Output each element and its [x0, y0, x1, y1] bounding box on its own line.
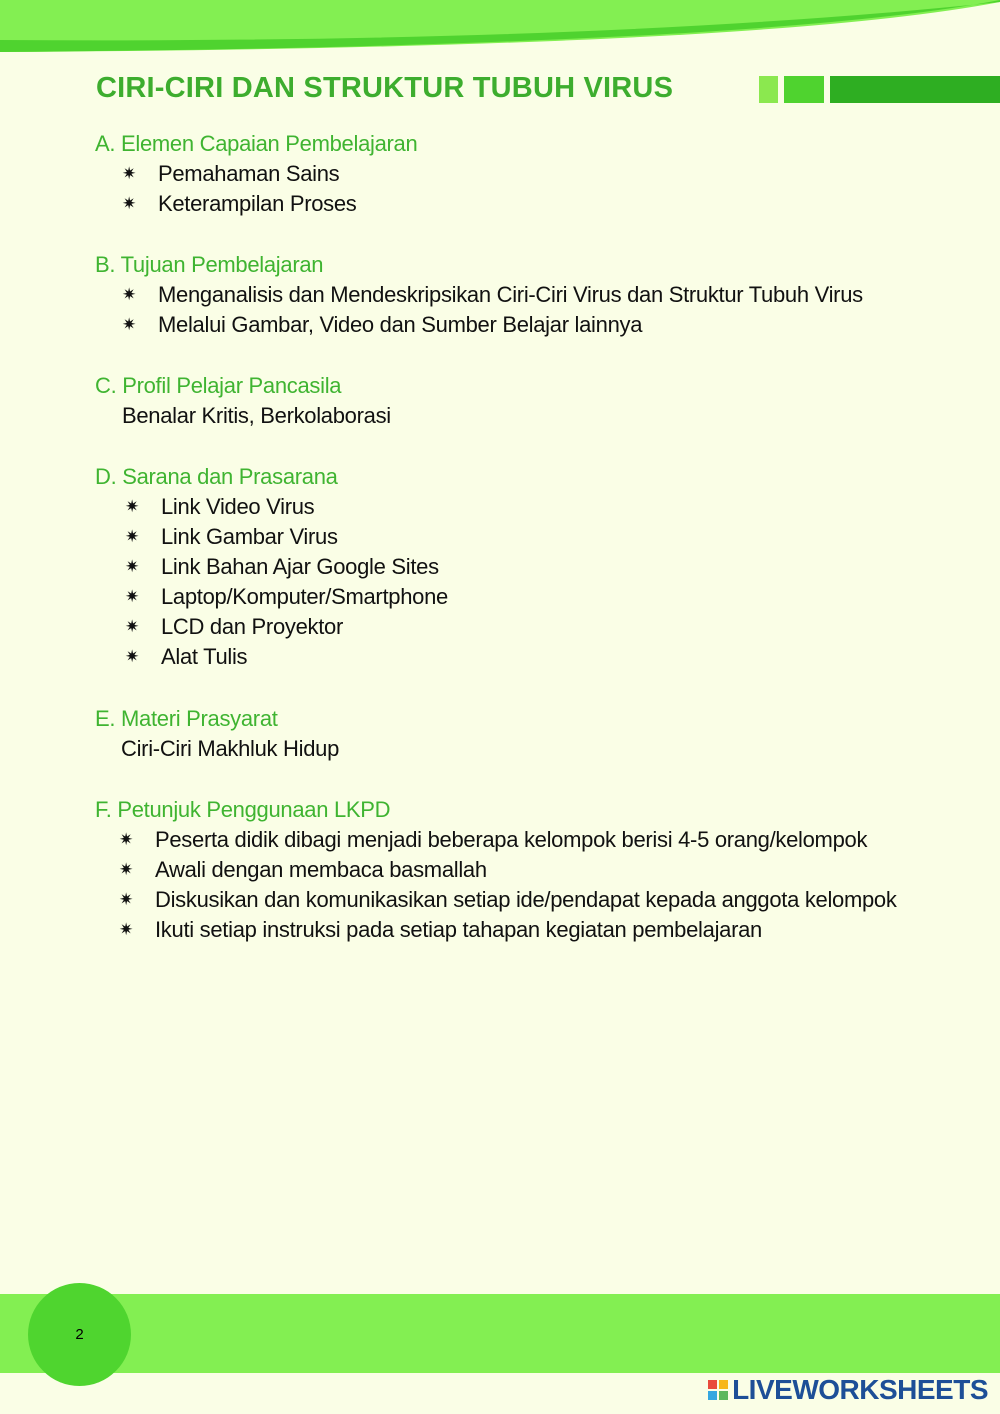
- asterisk-icon: ✷: [122, 194, 136, 213]
- list-item: [125, 552, 975, 582]
- list-item: [119, 885, 985, 915]
- section-materi-prasyarat: [95, 704, 975, 764]
- logo-mark-cell-v: [708, 1391, 717, 1400]
- list-item: [119, 915, 985, 945]
- asterisk-icon: ✷: [125, 647, 139, 666]
- page-title: CIRI-CIRI DAN STRUKTUR TUBUH VIRUS: [96, 72, 674, 104]
- list-item-text: Menganalisis dan Mendeskripsikan Ciri-Ciri Virus dan Struktur Tubuh Virus: [158, 282, 863, 307]
- logo-mark-cell-i: [719, 1380, 728, 1389]
- section-text: Ciri-Ciri Makhluk Hidup: [121, 736, 340, 761]
- list-item: [125, 582, 975, 612]
- asterisk-icon: ✷: [122, 164, 136, 183]
- list-item-text: Melalui Gambar, Video dan Sumber Belajar lainnya: [158, 312, 643, 337]
- list-item: [122, 310, 975, 340]
- bullet-list: [119, 825, 985, 945]
- asterisk-icon: ✷: [119, 920, 133, 939]
- asterisk-icon: ✷: [119, 830, 133, 849]
- asterisk-icon: ✷: [125, 497, 139, 516]
- section-text: Benalar Kritis, Berkolaborasi: [122, 403, 391, 428]
- list-item-text: Link Gambar Virus: [161, 524, 338, 549]
- list-item-text: Ikuti setiap instruksi pada setiap tahapan kegiatan pembelajaran: [155, 917, 762, 942]
- list-item-text: Alat Tulis: [161, 644, 248, 669]
- asterisk-icon: ✷: [125, 527, 139, 546]
- list-item: [125, 642, 975, 672]
- section-title: A. Elemen Capaian Pembelajaran: [95, 131, 418, 156]
- list-item-text: Laptop/Komputer/Smartphone: [161, 584, 448, 609]
- list-item: [122, 280, 975, 310]
- asterisk-icon: ✷: [122, 315, 136, 334]
- title-decor-block-small: [759, 76, 778, 103]
- asterisk-icon: ✷: [119, 860, 133, 879]
- asterisk-icon: ✷: [119, 890, 133, 909]
- logo-mark-cell-e: [719, 1391, 728, 1400]
- list-item-text: Link Bahan Ajar Google Sites: [161, 554, 439, 579]
- list-item-text: LCD dan Proyektor: [161, 614, 343, 639]
- section-title: D. Sarana dan Prasarana: [95, 464, 338, 489]
- list-item-text: Keterampilan Proses: [158, 191, 357, 216]
- list-item: [125, 612, 975, 642]
- list-item: [125, 522, 975, 552]
- list-item: [119, 855, 985, 885]
- list-item-text: Link Video Virus: [161, 494, 315, 519]
- list-item: [122, 159, 975, 189]
- page-number-badge: [28, 1283, 131, 1386]
- section-tujuan: [95, 250, 975, 340]
- page-number: 2: [75, 1326, 84, 1343]
- asterisk-icon: ✷: [125, 587, 139, 606]
- bullet-list: [122, 280, 975, 340]
- section-title: B. Tujuan Pembelajaran: [95, 252, 324, 277]
- title-decor-block-large: [830, 76, 1000, 103]
- section-elemen-capaian: [95, 129, 975, 219]
- list-item-text: Pemahaman Sains: [158, 161, 340, 186]
- section-title: C. Profil Pelajar Pancasila: [95, 373, 342, 398]
- section-profil-pelajar: [95, 371, 975, 431]
- list-item: [125, 492, 975, 522]
- list-item-text: Awali dengan membaca basmallah: [155, 857, 487, 882]
- list-item: [119, 825, 985, 855]
- asterisk-icon: ✷: [125, 617, 139, 636]
- logo-text: LIVEWORKSHEETS: [732, 1374, 988, 1405]
- section-title: E. Materi Prasyarat: [95, 706, 278, 731]
- section-sarana: [95, 462, 975, 672]
- title-decor-block-medium: [784, 76, 824, 103]
- section-petunjuk: [95, 795, 985, 945]
- list-item-text: Peserta didik dibagi menjadi beberapa kelompok berisi 4-5 orang/kelompok: [155, 827, 868, 852]
- list-item-text: Diskusikan dan komunikasikan setiap ide/pendapat kepada anggota kelompok: [155, 887, 897, 912]
- bottom-decor-band: [0, 1294, 1000, 1373]
- bullet-list: [125, 492, 975, 672]
- liveworksheets-logo[interactable]: [708, 1376, 988, 1404]
- list-item: [122, 189, 975, 219]
- asterisk-icon: ✷: [125, 557, 139, 576]
- logo-mark-icon: [708, 1380, 728, 1400]
- bullet-list: [122, 159, 975, 219]
- top-decor-band: [0, 0, 1000, 56]
- asterisk-icon: ✷: [122, 285, 136, 304]
- section-title: F. Petunjuk Penggunaan LKPD: [95, 797, 391, 822]
- logo-mark-cell-l: [708, 1380, 717, 1389]
